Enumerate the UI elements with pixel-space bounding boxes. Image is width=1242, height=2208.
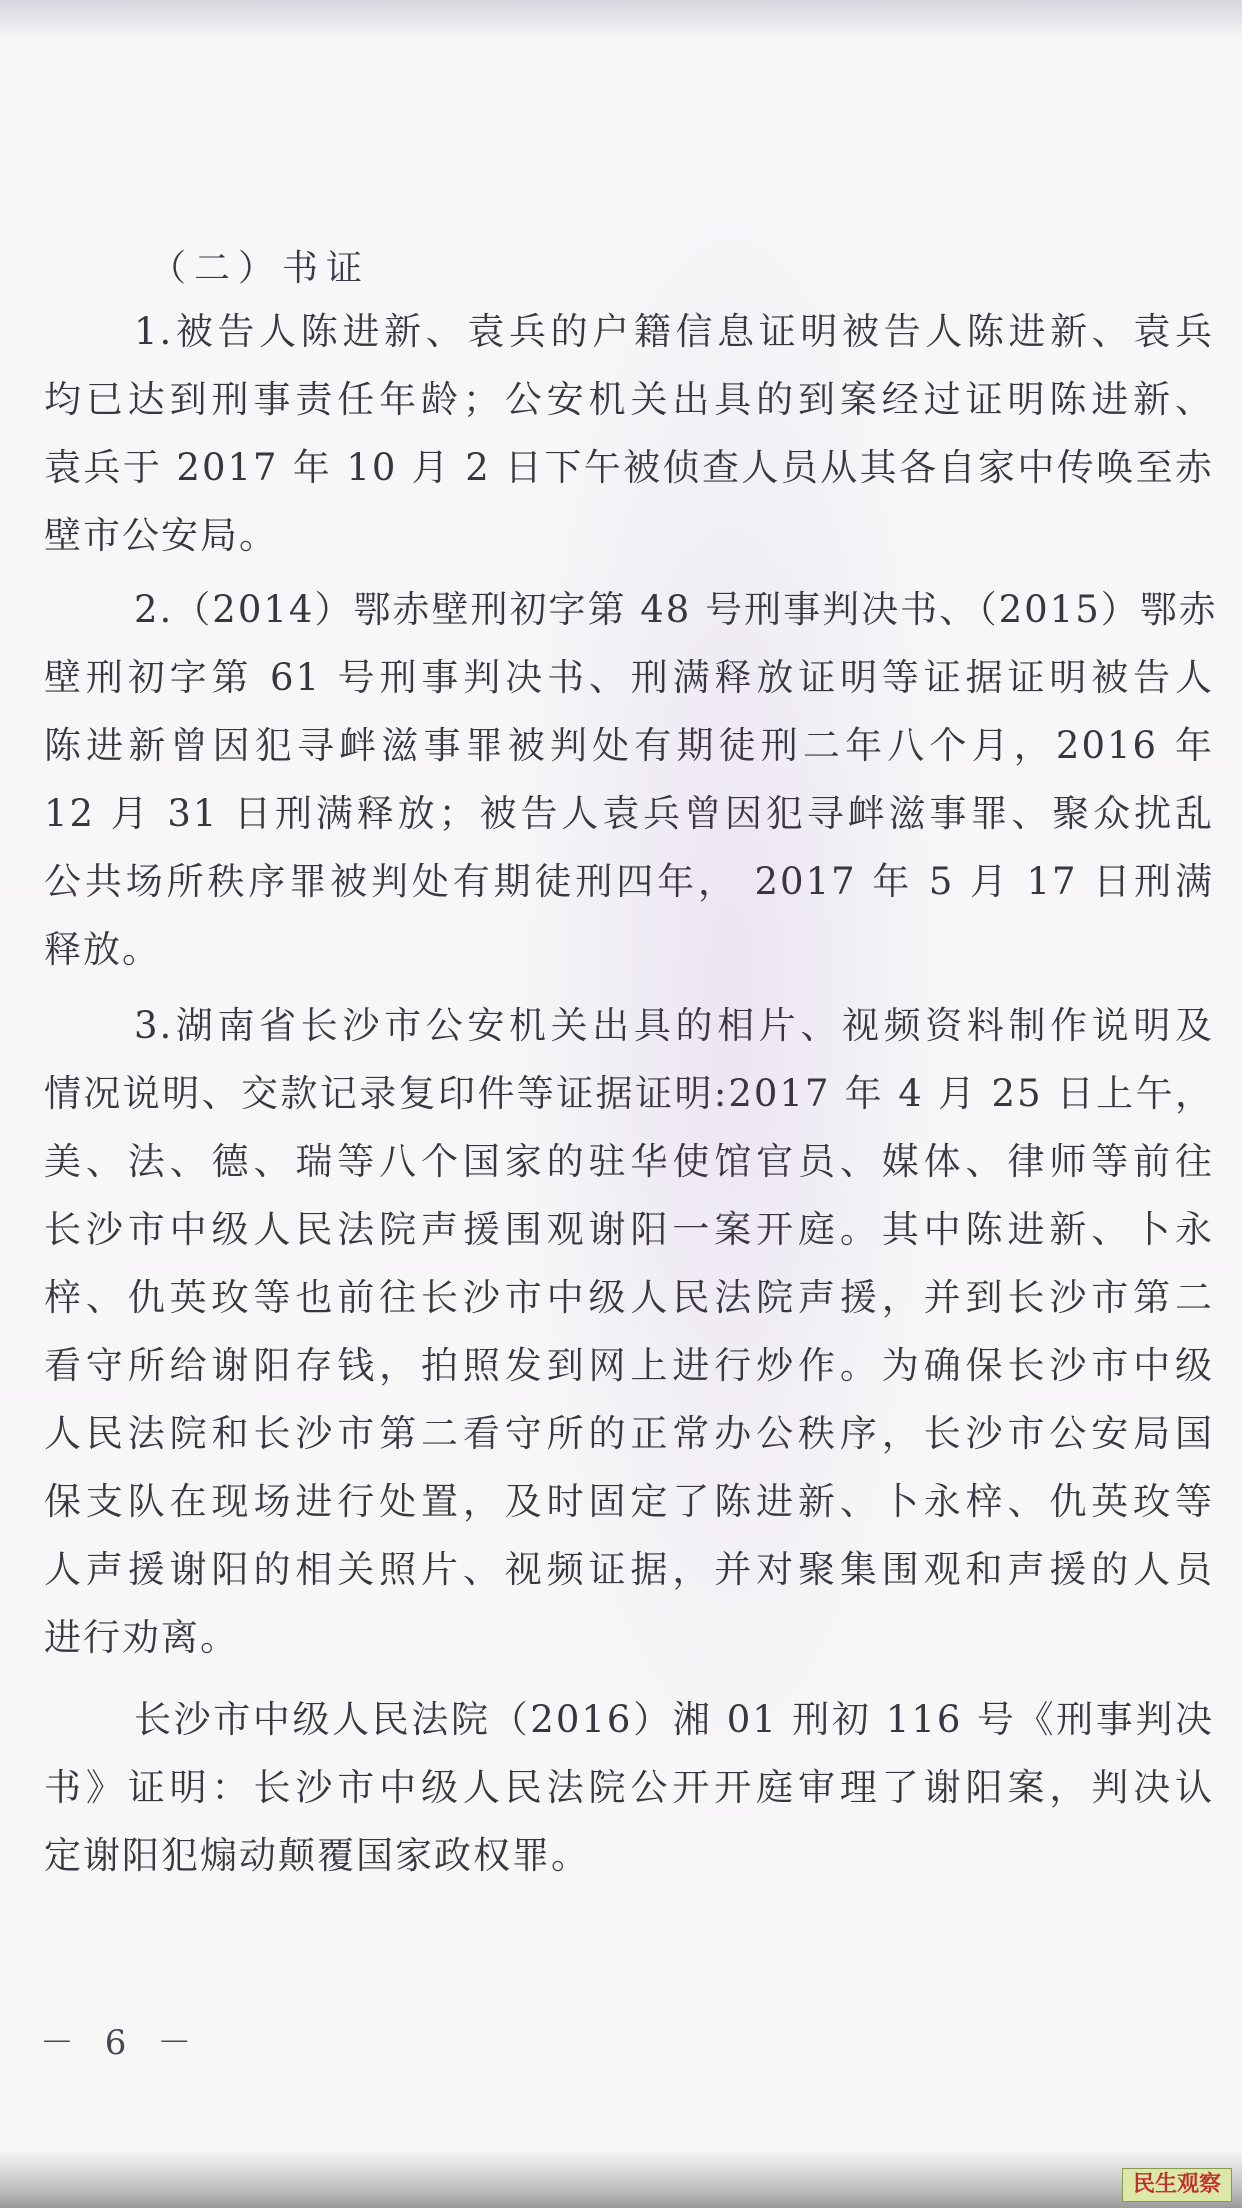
paragraph-line: 1.被告人陈进新、袁兵的户籍信息证明被告人陈进新、袁兵 — [134, 310, 1214, 353]
paragraph-4 — [44, 1686, 1214, 1890]
paragraph-line: 2.（2014）鄂赤壁刑初字第 48 号刑事判决书、（2015）鄂赤 — [134, 588, 1218, 631]
paragraph-line: 书》证明：长沙市中级人民法院公开开庭审理了谢阳案，判决认 — [44, 1766, 1214, 1809]
watermark-logo: 民生观察 — [1122, 2168, 1232, 2202]
paragraph-line: 人民法院和长沙市第二看守所的正常办公秩序，长沙市公安局国 — [44, 1412, 1214, 1455]
paragraph-line: 陈进新曾因犯寻衅滋事罪被判处有期徒刑二年八个月，2016 年 — [44, 724, 1214, 767]
paragraph-1 — [44, 298, 1214, 570]
paragraph-line: 看守所给谢阳存钱，拍照发到网上进行炒作。为确保长沙市中级 — [44, 1344, 1214, 1387]
paragraph-line: 均已达到刑事责任年龄；公安机关出具的到案经过证明陈进新、 — [44, 378, 1214, 421]
paragraph-line: 美、法、德、瑞等八个国家的驻华使馆官员、媒体、律师等前往 — [44, 1140, 1214, 1183]
section-heading: （二）书证 — [150, 248, 371, 289]
paragraph-line: 3.湖南省长沙市公安机关出具的相片、视频资料制作说明及 — [134, 1004, 1214, 1047]
paragraph-line: 公共场所秩序罪被判处有期徒刑四年， 2017 年 5 月 17 日刑满 — [44, 860, 1214, 903]
paragraph-line: 人声援谢阳的相关照片、视频证据，并对聚集围观和声援的人员 — [44, 1548, 1214, 1591]
paragraph-line: 进行劝离。 — [44, 1616, 239, 1659]
paragraph-line: 壁市公安局。 — [44, 514, 278, 557]
page-number: － 6 － — [40, 2023, 202, 2063]
paragraph-line: 壁刑初字第 61 号刑事判决书、刑满释放证明等证据证明被告人 — [44, 656, 1214, 699]
paragraph-line: 保支队在现场进行处置，及时固定了陈进新、卜永梓、仇英玫等 — [44, 1480, 1214, 1523]
paragraph-line: 袁兵于 2017 年 10 月 2 日下午被侦查人员从其各自家中传唤至赤 — [44, 446, 1214, 489]
paragraph-line: 梓、仇英玫等也前往长沙市中级人民法院声援，并到长沙市第二 — [44, 1276, 1214, 1319]
paragraph-line: 情况说明、交款记录复印件等证据证明:2017 年 4 月 25 日上午， — [44, 1072, 1214, 1115]
paragraph-line: 定谢阳犯煽动颠覆国家政权罪。 — [44, 1834, 590, 1877]
paragraph-line: 释放。 — [44, 928, 161, 971]
paragraph-3 — [44, 992, 1214, 1672]
scan-edge-shadow — [0, 0, 1242, 36]
paragraph-2 — [44, 576, 1218, 984]
paragraph-line: 长沙市中级人民法院声援围观谢阳一案开庭。其中陈进新、卜永 — [44, 1208, 1214, 1251]
paragraph-line: 12 月 31 日刑满释放；被告人袁兵曾因犯寻衅滋事罪、聚众扰乱 — [44, 792, 1214, 835]
paragraph-line: 长沙市中级人民法院（2016）湘 01 刑初 116 号《刑事判决 — [134, 1698, 1214, 1741]
